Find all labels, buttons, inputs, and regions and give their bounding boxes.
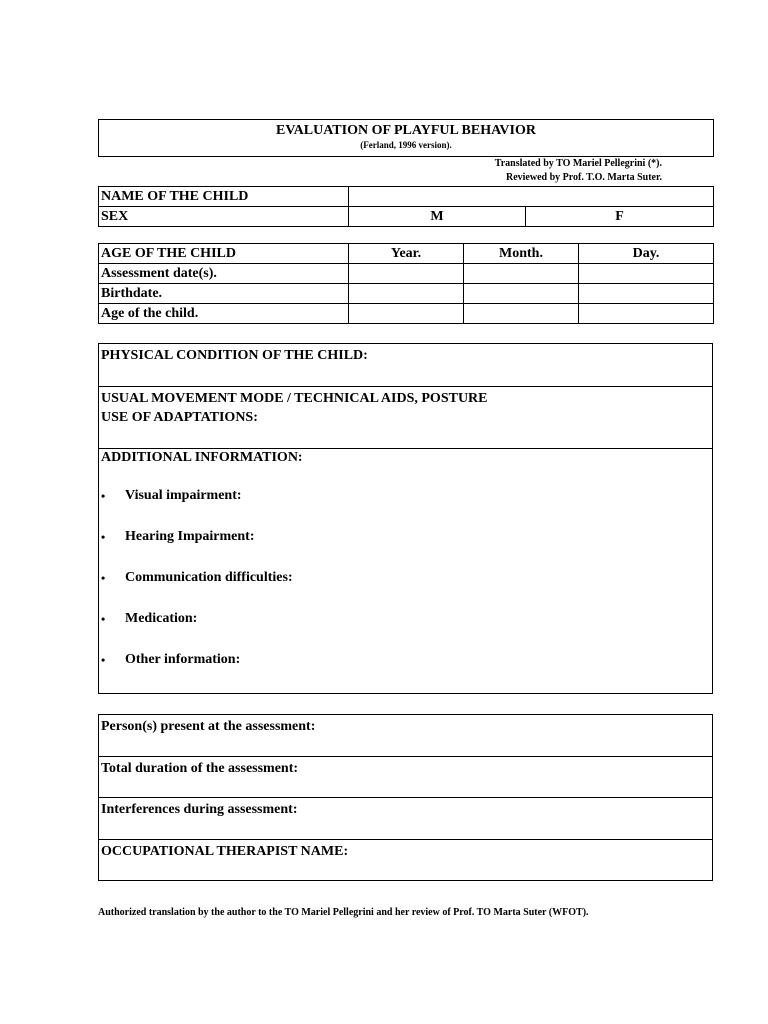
total-duration-label: Total duration of the assessment: — [101, 761, 299, 776]
name-label: NAME OF THE CHILD — [99, 187, 349, 207]
child-info-table — [98, 186, 714, 227]
assessment-date-year-field[interactable] — [349, 264, 464, 284]
interferences-field[interactable] — [99, 798, 712, 840]
age-header-month: Month. — [464, 244, 579, 264]
list-item[interactable] — [101, 569, 710, 610]
medication-label: Medication: — [125, 611, 198, 626]
sex-label: SEX — [99, 207, 349, 227]
communication-difficulties-label: Communication difficulties: — [125, 570, 293, 585]
bullet-icon: • — [101, 612, 106, 626]
assessment-section — [98, 714, 713, 881]
assessment-date-month-field[interactable] — [464, 264, 579, 284]
additional-info-list — [101, 487, 710, 692]
age-day-field[interactable] — [579, 304, 714, 324]
birthdate-label: Birthdate. — [99, 284, 349, 304]
footer-note: Authorized translation by the author to the TO Mariel Pellegrini and her review of Prof. TO Marta Suter (WFOT). — [98, 907, 589, 918]
movement-mode-field[interactable] — [99, 387, 712, 449]
age-header-year: Year. — [349, 244, 464, 264]
name-row — [99, 187, 714, 207]
bullet-icon: • — [101, 653, 106, 667]
age-of-child-label: Age of the child. — [99, 304, 349, 324]
list-item[interactable] — [101, 528, 710, 569]
age-year-field[interactable] — [349, 304, 464, 324]
sex-row — [99, 207, 714, 227]
assessment-date-day-field[interactable] — [579, 264, 714, 284]
table-row — [99, 264, 714, 284]
therapist-name-label: OCCUPATIONAL THERAPIST NAME: — [101, 844, 349, 859]
name-field[interactable] — [349, 187, 714, 207]
therapist-name-field[interactable] — [99, 840, 712, 879]
document-title: EVALUATION OF PLAYFUL BEHAVIOR — [276, 123, 536, 138]
visual-impairment-label: Visual impairment: — [125, 488, 242, 503]
sex-option-m[interactable]: M — [349, 207, 526, 227]
age-header-day: Day. — [579, 244, 714, 264]
age-table — [98, 243, 714, 324]
title-box — [98, 119, 714, 157]
interferences-label: Interferences during assessment: — [101, 802, 298, 817]
physical-condition-field[interactable] — [99, 344, 712, 387]
list-item[interactable] — [101, 487, 710, 528]
hearing-impairment-label: Hearing Impairment: — [125, 529, 255, 544]
total-duration-field[interactable] — [99, 757, 712, 798]
other-information-label: Other information: — [125, 652, 241, 667]
age-header-label: AGE OF THE CHILD — [99, 244, 349, 264]
reviewed-by-credit: Reviewed by Prof. T.O. Marta Suter. — [505, 172, 662, 183]
bullet-icon: • — [101, 530, 106, 544]
table-row — [99, 284, 714, 304]
additional-info-field[interactable] — [99, 449, 712, 693]
physical-condition-label: PHYSICAL CONDITION OF THE CHILD: — [101, 348, 368, 363]
assessment-date-label: Assessment date(s). — [99, 264, 349, 284]
movement-mode-label: USUAL MOVEMENT MODE / TECHNICAL AIDS, POSTURE — [101, 391, 488, 406]
persons-present-field[interactable] — [99, 715, 712, 757]
age-header-row — [99, 244, 714, 264]
bullet-icon: • — [101, 489, 106, 503]
birthdate-day-field[interactable] — [579, 284, 714, 304]
birthdate-year-field[interactable] — [349, 284, 464, 304]
condition-section — [98, 343, 713, 694]
age-month-field[interactable] — [464, 304, 579, 324]
document-subtitle: (Ferland, 1996 version). — [360, 140, 452, 150]
bullet-icon: • — [101, 571, 106, 585]
list-item[interactable] — [101, 651, 710, 692]
sex-option-f[interactable]: F — [526, 207, 714, 227]
additional-info-label: ADDITIONAL INFORMATION: — [101, 450, 303, 465]
translated-by-credit: Translated by TO Mariel Pellegrini (*). — [494, 158, 662, 169]
persons-present-label: Person(s) present at the assessment: — [101, 719, 316, 734]
table-row — [99, 304, 714, 324]
list-item[interactable] — [101, 610, 710, 651]
birthdate-month-field[interactable] — [464, 284, 579, 304]
adaptations-label: USE OF ADAPTATIONS: — [101, 410, 258, 425]
